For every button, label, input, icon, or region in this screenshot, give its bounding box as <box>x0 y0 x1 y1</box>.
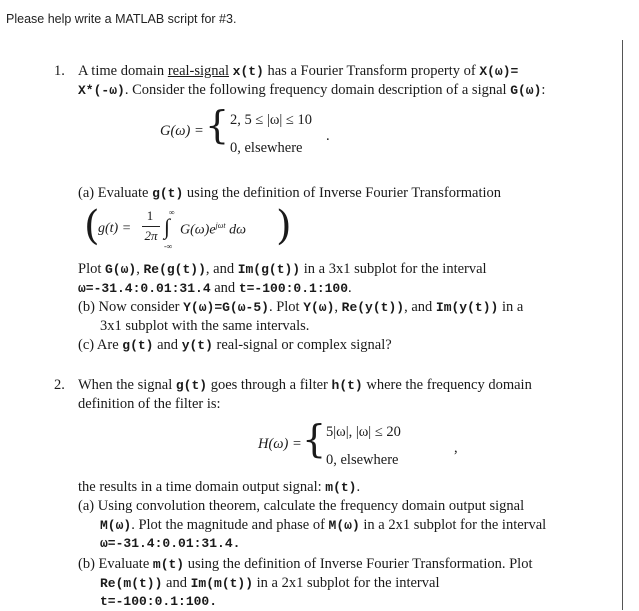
code: t=-100:0.1:100 <box>238 281 349 296</box>
text: dω <box>225 222 247 238</box>
text: . Consider the following frequency domain description of a signal <box>124 82 511 98</box>
code: h(t) <box>331 378 363 393</box>
ift-lhs: g(t) = <box>98 221 132 236</box>
code: ω=-31.4:0.01:31.4 <box>78 281 211 296</box>
text: (c) Are <box>78 337 123 353</box>
g-case-1: 2, 5 ≤ |ω| ≤ 10 <box>230 112 313 128</box>
code: Y(ω)=G(ω-5) <box>183 300 269 315</box>
code-X-w: X(ω)= <box>479 64 519 79</box>
q1c-line <box>78 336 392 355</box>
right-paren: ) <box>276 203 292 249</box>
code: Im(g(t)) <box>237 262 301 277</box>
g-case-2: 0, elsewhere <box>230 140 303 156</box>
ift-exponent: jωt <box>215 221 226 230</box>
text: , <box>334 299 342 315</box>
text: and <box>162 575 191 591</box>
code: Re(g(t)) <box>143 262 206 277</box>
g-definition-lhs: G(ω) = <box>160 123 204 139</box>
code: m(t) <box>152 557 185 572</box>
text: has a Fourier Transform property of <box>263 63 480 79</box>
ift-fraction-bar <box>142 226 160 227</box>
q1-line-2 <box>78 81 545 100</box>
ift-integral: ∫ <box>164 214 171 239</box>
text: , and <box>404 299 436 315</box>
text: : <box>541 82 546 98</box>
code: M(ω) <box>328 518 360 533</box>
text: real-signal or complex signal? <box>212 337 392 353</box>
g-brace: { <box>205 103 230 147</box>
text: using the definition of Inverse Fourier Transformation <box>183 185 502 201</box>
g-dot: . <box>326 128 330 144</box>
h-brace: { <box>302 417 327 461</box>
code-G-w: G(ω) <box>510 83 542 98</box>
code: M(ω) <box>100 518 132 533</box>
text: and <box>210 280 239 296</box>
text: , <box>136 261 144 277</box>
code: m(t) <box>325 480 357 495</box>
ift-integrand <box>180 221 246 239</box>
q2b-line-3: t=-100:0.1:100. <box>100 594 218 609</box>
text: goes through a filter <box>207 377 332 393</box>
text: , and <box>205 261 238 277</box>
ift-denominator: 2π <box>144 228 158 243</box>
code: G(ω) <box>105 262 137 277</box>
q2b-line-1 <box>78 555 532 574</box>
ift-upper-limit: ∞ <box>169 208 175 217</box>
code: y(t) <box>181 338 213 353</box>
code: Im(y(t)) <box>435 300 499 315</box>
h-case-1: 5|ω|, |ω| ≤ 20 <box>326 424 401 440</box>
q1-plot-line-2 <box>78 279 352 298</box>
q2-line-1 <box>78 376 532 395</box>
text: in a <box>498 299 524 315</box>
ift-formula <box>84 203 292 254</box>
q1a-line <box>78 184 501 203</box>
text: using the definition of Inverse Fourier Transformation. Plot <box>184 556 533 572</box>
code: Re(y(t)) <box>341 300 405 315</box>
q2a-line-2 <box>100 516 546 535</box>
text-underlined: real-signal <box>167 63 230 79</box>
text: in a 2x1 subplot for the interval <box>253 575 440 591</box>
text: where the frequency domain <box>362 377 532 393</box>
text: the results in a time domain output signal: <box>78 479 326 495</box>
ift-lower-limit: -∞ <box>164 242 173 251</box>
q2a-line-1: (a) Using convolution theorem, calculate the frequency domain output signal <box>78 498 525 514</box>
text: in a 3x1 subplot for the interval <box>300 261 487 277</box>
page-header: Please help write a MATLAB script for #3. <box>6 12 237 26</box>
code: g(t) <box>175 378 208 393</box>
q2b-line-2 <box>100 574 439 593</box>
code: Y(ω) <box>303 300 335 315</box>
text: (b) Evaluate <box>78 556 153 572</box>
text: in a 2x1 subplot for the interval <box>359 517 547 533</box>
text: A time domain <box>78 63 168 79</box>
q2-line-2: definition of the filter is: <box>78 396 221 412</box>
code-x-t: x(t) <box>232 64 264 79</box>
ift-numerator: 1 <box>146 208 154 223</box>
text: . Plot <box>268 299 304 315</box>
q1-line-1 <box>78 62 518 81</box>
q1-number: 1. <box>54 63 65 79</box>
code: Re(m(t)) <box>100 576 163 591</box>
h-case-2: 0, elsewhere <box>326 452 399 468</box>
h-comma: , <box>454 440 458 456</box>
code-g-t: g(t) <box>152 186 184 201</box>
text: . <box>348 280 352 296</box>
text: . <box>356 479 361 495</box>
text: (b) Now consider <box>78 299 184 315</box>
q1-plot-line-1 <box>78 260 487 279</box>
text: . Plot the magnitude and phase of <box>131 517 329 533</box>
q1b-line-2: 3x1 subplot with the same intervals. <box>100 318 310 334</box>
q2a-line-3: ω=-31.4:0.01:31.4. <box>100 536 241 551</box>
q2-result-line <box>78 478 360 497</box>
text: When the signal <box>78 377 176 393</box>
code-conj: X*(-ω) <box>78 83 125 98</box>
q1b-line-1 <box>78 298 523 317</box>
left-paren: ( <box>84 203 100 249</box>
h-definition-lhs: H(ω) = <box>258 436 302 452</box>
code: Im(m(t)) <box>190 576 254 591</box>
text: (a) Evaluate <box>78 185 153 201</box>
text: and <box>153 337 182 353</box>
q2-number: 2. <box>54 377 65 393</box>
text: G(ω)e <box>180 222 216 238</box>
code: g(t) <box>122 338 154 353</box>
text: Plot <box>78 261 105 277</box>
